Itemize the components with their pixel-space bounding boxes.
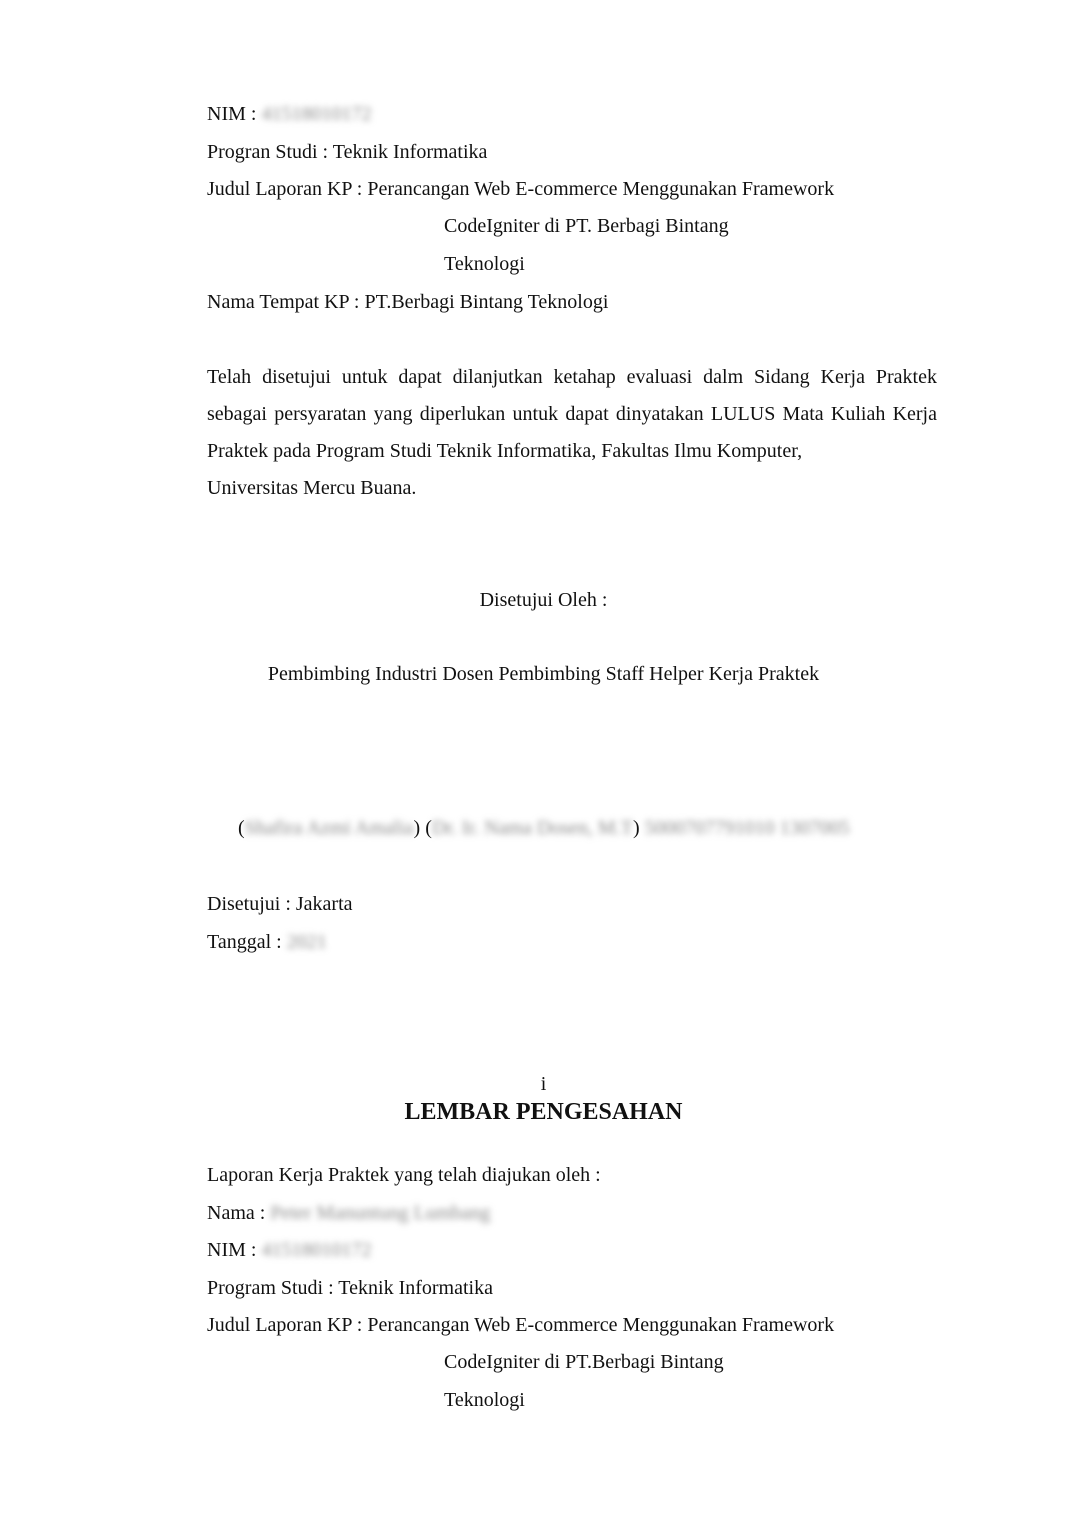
judul-line-3-p2: Teknologi xyxy=(444,1389,525,1411)
sig-name-industri-redacted: Shafira Azmi Amalia xyxy=(244,817,414,839)
page-number: i xyxy=(540,1073,547,1095)
nim-line-2 xyxy=(207,1238,371,1262)
tanggal-value-redacted: 2021 xyxy=(286,931,327,953)
sig-name-dosen-redacted: Dr. Ir. Nama Dosen, M.T xyxy=(431,817,633,839)
nim-value-2-redacted: 41518010172 xyxy=(261,1239,372,1261)
approval-paragraph-last: Universitas Mercu Buana. xyxy=(207,477,417,499)
judul-line-2-p2: CodeIgniter di PT.Berbagi Bintang xyxy=(444,1351,724,1373)
nama-line xyxy=(207,1201,490,1225)
sig-name-staff-redacted: 5000707791010 1307005 xyxy=(644,817,850,839)
judul-line-1: Judul Laporan KP : Perancangan Web E-commerce Menggunakan Framework xyxy=(207,178,835,200)
signatory-roles: Pembimbing Industri Dosen Pembimbing Staff Helper Kerja Praktek xyxy=(267,663,820,685)
nim-label-2: NIM : xyxy=(207,1239,257,1261)
nama-value-redacted: Peter Manuntung Lumbang xyxy=(270,1202,491,1224)
tanggal-line xyxy=(207,930,327,954)
nama-label: Nama : xyxy=(207,1202,266,1224)
disetujui-kota-line: Disetujui : Jakarta xyxy=(207,893,353,915)
tanggal-label: Tanggal : xyxy=(207,931,282,953)
nim-value-redacted: 41518010172 xyxy=(261,103,372,125)
approval-paragraph xyxy=(207,359,937,507)
program-studi-line: Progran Studi : Teknik Informatika xyxy=(207,141,488,163)
judul-line-1-p2: Judul Laporan KP : Perancangan Web E-commerce Menggunakan Framework xyxy=(207,1314,835,1336)
sig-open-paren: ( xyxy=(238,817,245,839)
program-studi-line-2: Program Studi : Teknik Informatika xyxy=(207,1277,493,1299)
judul-line-2: CodeIgniter di PT. Berbagi Bintang xyxy=(444,215,729,237)
nim-label: NIM : xyxy=(207,103,257,125)
intro-line: Laporan Kerja Praktek yang telah diajukan oleh : xyxy=(207,1164,601,1186)
nim-line xyxy=(207,102,371,126)
judul-line-3: Teknologi xyxy=(444,253,525,275)
lembar-pengesahan-title: LEMBAR PENGESAHAN xyxy=(404,1099,683,1125)
tempat-kp-line: Nama Tempat KP : PT.Berbagi Bintang Teknologi xyxy=(207,291,609,313)
disetujui-oleh: Disetujui Oleh : xyxy=(479,589,608,611)
sig-close-paren: ) xyxy=(632,817,640,839)
sig-mid-paren: ) ( xyxy=(413,817,432,839)
approval-paragraph-main: Telah disetujui untuk dapat dilanjutkan ketahap evaluasi dalm Sidang Kerja Praktek sebagai persyaratan yang diperlukan untuk dapat dinyatakan LULUS Mata Kuliah Kerja Praktek pada Program Studi Teknik Informatika, Fakultas Ilmu Komputer, xyxy=(207,366,937,462)
signature-names xyxy=(238,816,850,840)
